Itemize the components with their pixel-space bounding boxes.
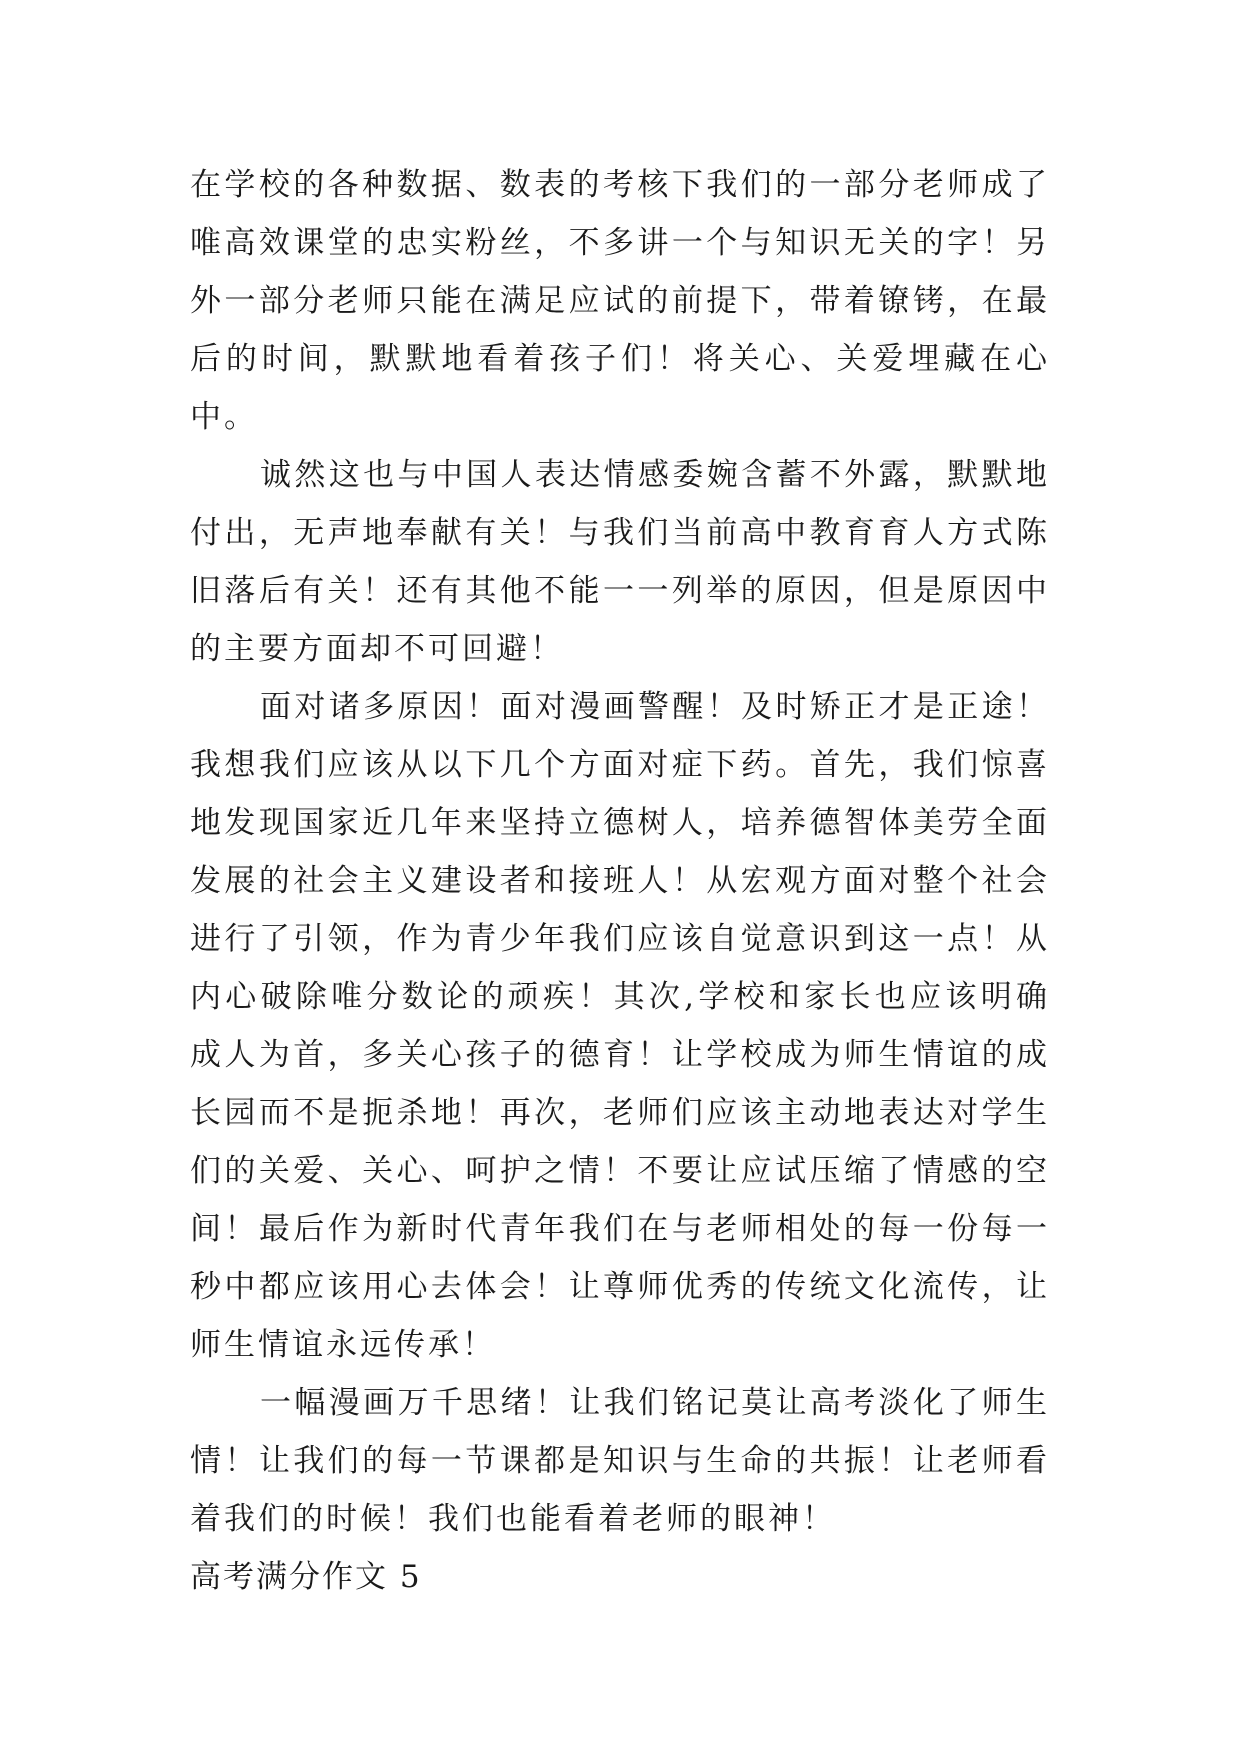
paragraph-1: 在学校的各种数据、数表的考核下我们的一部分老师成了唯高效课堂的忠实粉丝，不多讲一个与知识无关的字！另外一部分老师只能在满足应试的前提下，带着镣铐，在最后的时间，默默地看着孩子们！将关心、关爱埋藏在心中。 xyxy=(190,167,1050,435)
section-heading: 高考满分作文 5 xyxy=(190,1559,422,1595)
paragraph-2: 诚然这也与中国人表达情感委婉含蓄不外露，默默地付出，无声地奉献有关！与我们当前高中教育育人方式陈旧落后有关！还有其他不能一一列举的原因，但是原因中的主要方面却不可回避！ xyxy=(190,457,1050,667)
paragraph-4: 一幅漫画万千思绪！让我们铭记莫让高考淡化了师生情！让我们的每一节课都是知识与生命的共振！让老师看着我们的时候！我们也能看着老师的眼神！ xyxy=(190,1385,1050,1537)
document-body xyxy=(190,156,1050,1606)
paragraph-3: 面对诸多原因！面对漫画警醒！及时矫正才是正途！我想我们应该从以下几个方面对症下药。首先，我们惊喜地发现国家近几年来坚持立德树人，培养德智体美劳全面发展的社会主义建设者和接班人！从宏观方面对整个社会进行了引领，作为青少年我们应该自觉意识到这一点！从内心破除唯分数论的顽疾！其次,学校和家长也应该明确成人为首，多关心孩子的德育！让学校成为师生情谊的成长园而不是扼杀地！再次，老师们应该主动地表达对学生们的关爱、关心、呵护之情！不要让应试压缩了情感的空间！最后作为新时代青年我们在与老师相处的每一份每一秒中都应该用心去体会！让尊师优秀的传统文化流传，让师生情谊永远传承！ xyxy=(190,689,1050,1363)
